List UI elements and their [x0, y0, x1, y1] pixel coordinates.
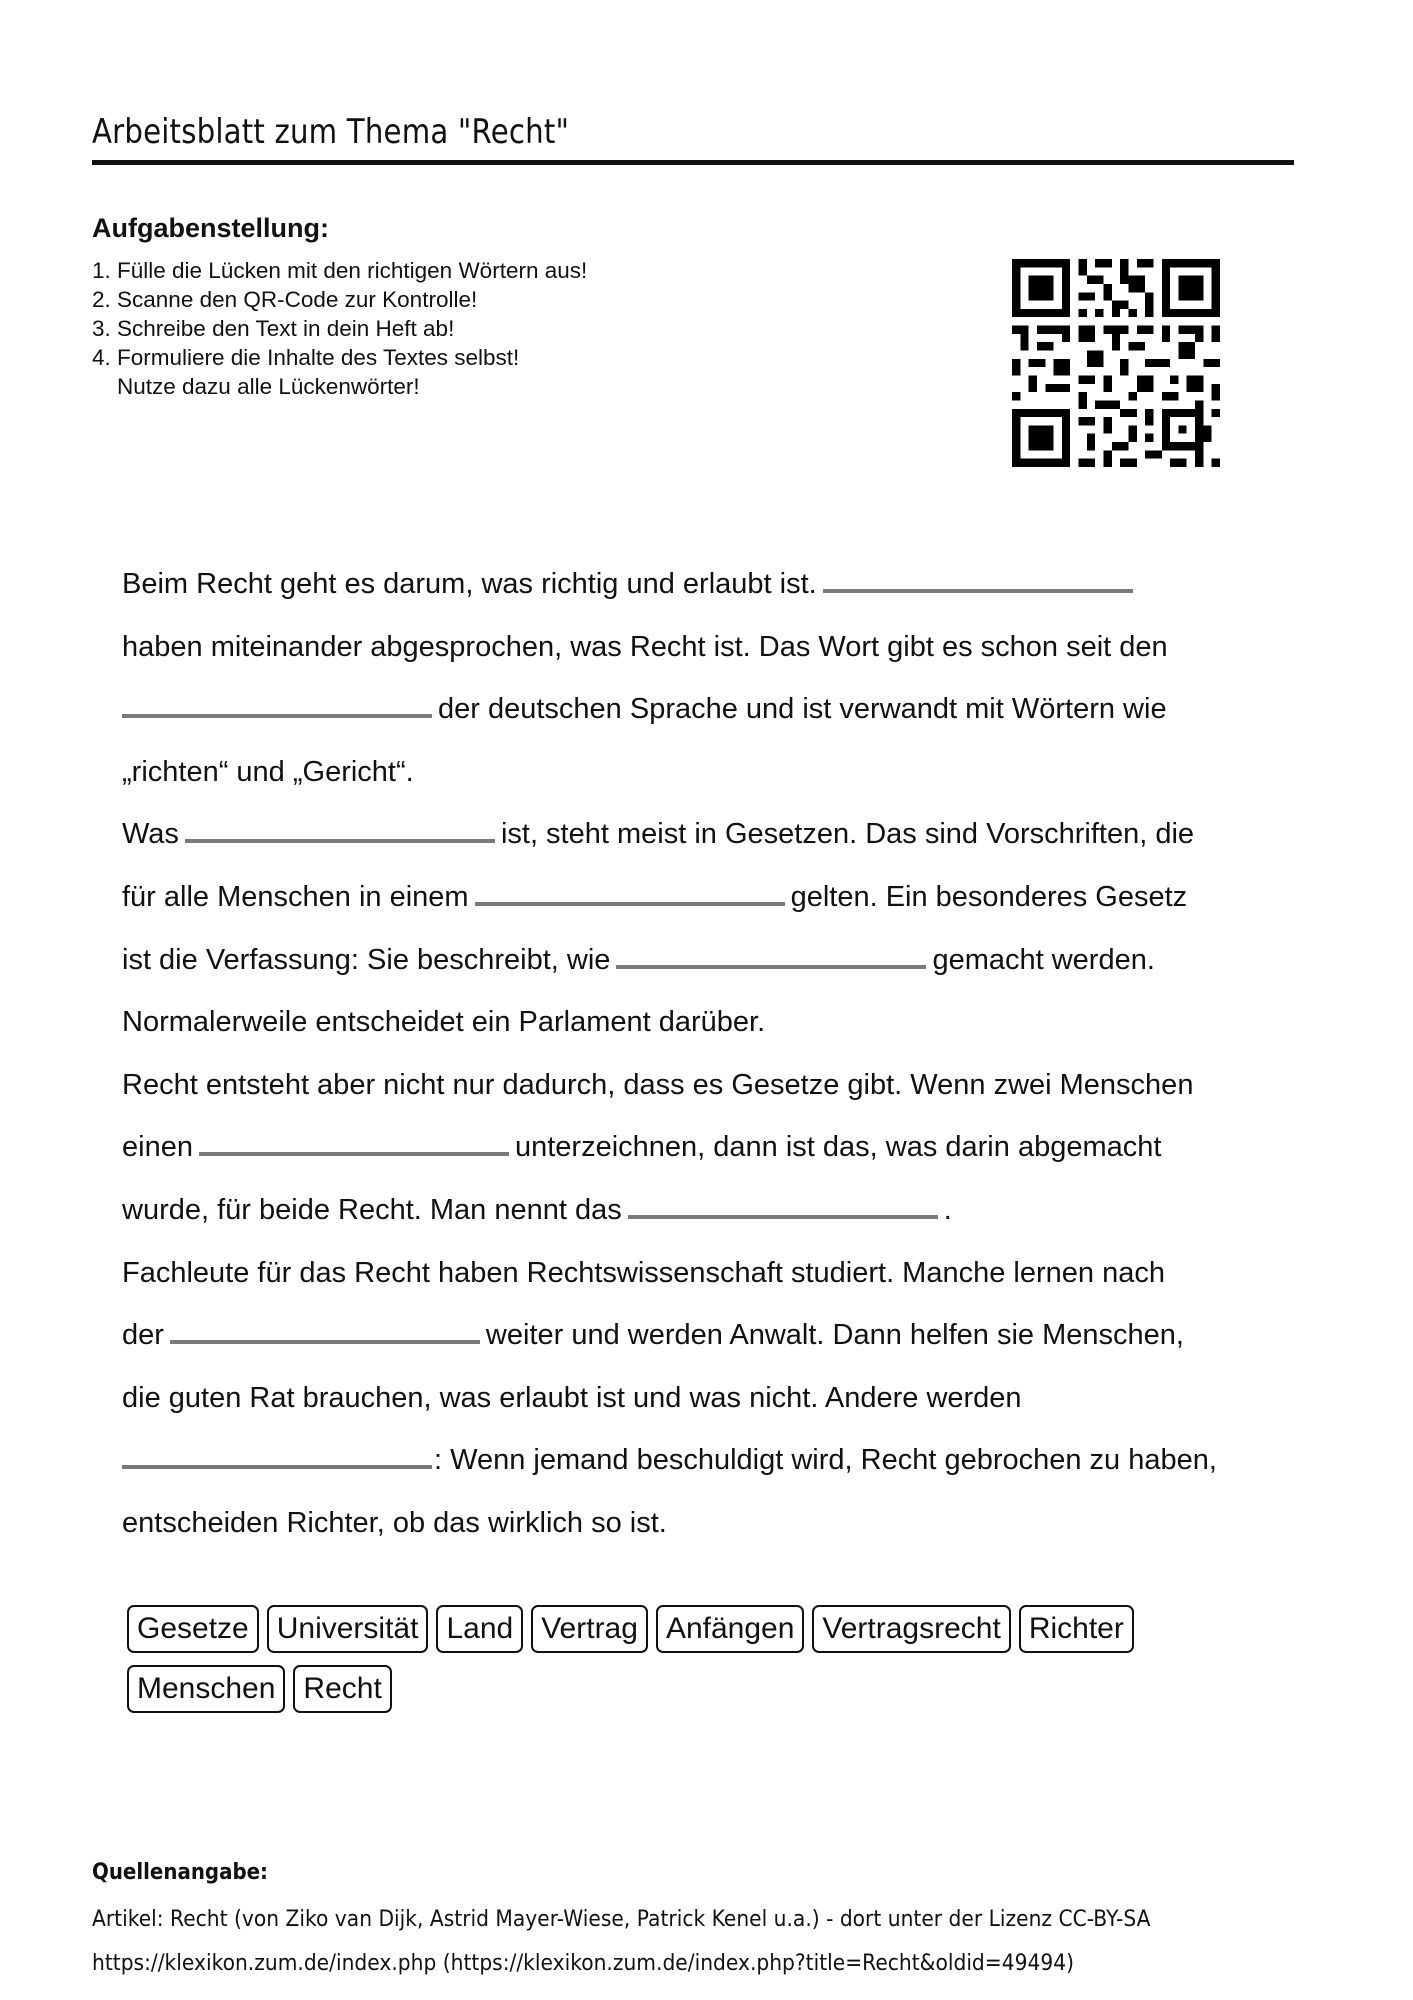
text-segment: Fachleute für das Recht haben Rechtswissenschaft studiert. Manche lernen nach [122, 1256, 1165, 1289]
blank-field[interactable] [185, 815, 495, 843]
task-item: 2. Scanne den QR-Code zur Kontrolle! [92, 287, 478, 312]
text-segment: Recht entsteht aber nicht nur dadurch, dass es Gesetze gibt. Wenn zwei Menschen [122, 1068, 1194, 1101]
text-segment: die guten Rat brauchen, was erlaubt ist und was nicht. Andere werden [122, 1381, 1022, 1414]
text-segment: unterzeichnen, dann ist das, was darin abgemacht [514, 1131, 1162, 1164]
source-url[interactable]: https://klexikon.zum.de/index.php (https://klexikon.zum.de/index.php?title=Recht&oldid=49494) [92, 1951, 1075, 1976]
task-item: 1. Fülle die Lücken mit den richtigen Wörtern aus! [92, 258, 588, 283]
text-segment: entscheiden Richter, ob das wirklich so ist. [122, 1506, 667, 1539]
text-segment: : Wenn jemand beschuldigt wird, Recht gebrochen zu haben, [434, 1444, 1217, 1477]
word-chip[interactable]: Universität [267, 1605, 429, 1653]
blank-field[interactable] [170, 1316, 480, 1344]
title-divider [92, 160, 1294, 165]
text-segment: wurde, für beide Recht. Man nennt das [122, 1193, 622, 1226]
qr-code-icon [1012, 259, 1220, 467]
text-segment: Was [122, 818, 179, 851]
page-title: Arbeitsblatt zum Thema "Recht" [92, 112, 570, 152]
word-chip[interactable]: Anfängen [656, 1605, 804, 1653]
source-citation: Artikel: Recht (von Ziko van Dijk, Astrid Mayer-Wiese, Patrick Kenel u.a.) - dort unter der Lizenz CC-BY-SA [92, 1907, 1151, 1932]
text-segment: der [122, 1319, 164, 1352]
word-chip[interactable]: Recht [293, 1665, 391, 1713]
task-item: 3. Schreibe den Text in dein Heft ab! [92, 316, 455, 341]
cloze-text [122, 553, 1282, 1555]
task-heading: Aufgabenstellung: [92, 213, 329, 243]
word-chip[interactable]: Vertrag [531, 1605, 648, 1653]
task-item: Nutze dazu alle Lückenwörter! [117, 374, 420, 399]
text-segment: der deutschen Sprache und ist verwandt mit Wörtern wie [438, 693, 1167, 726]
text-segment: Normalerweile entscheidet ein Parlament darüber. [122, 1006, 766, 1039]
word-chip[interactable]: Land [436, 1605, 523, 1653]
blank-field[interactable] [122, 1441, 432, 1469]
source-heading: Quellenangabe: [92, 1860, 268, 1885]
text-segment: für alle Menschen in einem [122, 880, 469, 913]
blank-field[interactable] [823, 565, 1133, 593]
task-item: 4. Formuliere die Inhalte des Textes selbst! [92, 345, 520, 370]
blank-field[interactable] [628, 1191, 938, 1219]
task-list [92, 256, 587, 401]
text-segment: weiter und werden Anwalt. Dann helfen sie Menschen, [485, 1319, 1184, 1352]
text-segment: haben miteinander abgesprochen, was Recht ist. Das Wort gibt es schon seit den [122, 630, 1168, 663]
word-chip[interactable]: Gesetze [127, 1605, 259, 1653]
word-bank [127, 1605, 1227, 1725]
word-chip[interactable]: Menschen [127, 1665, 285, 1713]
text-segment: gelten. Ein besonderes Gesetz [790, 880, 1188, 913]
text-segment: . [943, 1193, 952, 1226]
blank-field[interactable] [475, 878, 785, 906]
text-segment: Beim Recht geht es darum, was richtig und erlaubt ist. [122, 568, 817, 600]
text-segment: „richten“ und „Gericht“. [122, 755, 414, 788]
blank-field[interactable] [199, 1128, 509, 1156]
text-segment: ist, steht meist in Gesetzen. Das sind Vorschriften, die [500, 818, 1195, 851]
text-segment: gemacht werden. [932, 943, 1155, 976]
blank-field[interactable] [122, 690, 432, 718]
text-segment: einen [122, 1131, 193, 1164]
word-chip[interactable]: Vertragsrecht [812, 1605, 1010, 1653]
text-segment: ist die Verfassung: Sie beschreibt, wie [122, 943, 611, 976]
blank-field[interactable] [616, 941, 926, 969]
word-chip[interactable]: Richter [1019, 1605, 1134, 1653]
